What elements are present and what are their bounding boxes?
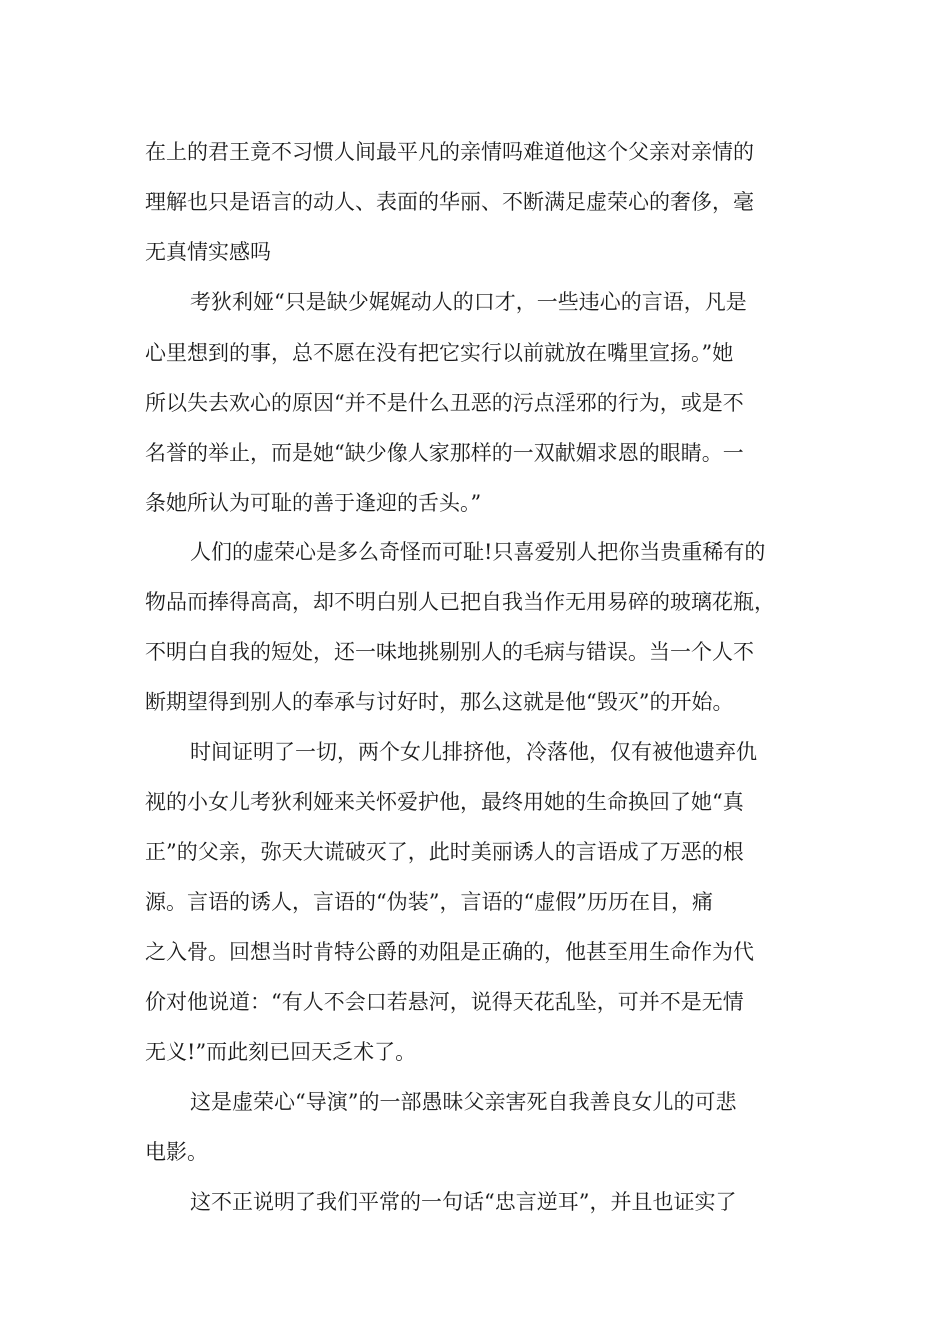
paragraph-start-line: 时间证明了一切，两个女儿排挤他，冷落他，仅有被他遗弃仇 — [190, 740, 757, 764]
text-line: 条她所认为可耻的善于逢迎的舌头。” — [145, 491, 482, 515]
text-line: 心里想到的事，总不愿在没有把它实行以前就放在嘴里宣扬。”她 — [145, 341, 734, 365]
text-line: 无义!”而此刻已回天乏术了。 — [145, 1040, 417, 1064]
paragraph-start-line: 考狄利娅“只是缺少娓娓动人的口才，一些违心的言语，凡是 — [190, 290, 747, 314]
paragraph-start-line: 人们的虚荣心是多么奇怪而可耻!只喜爱别人把你当贵重稀有的 — [190, 540, 766, 564]
paragraph-start-line: 这不正说明了我们平常的一句话“忠言逆耳”，并且也证实了 — [190, 1190, 737, 1214]
text-line: 电影。 — [145, 1140, 208, 1164]
text-line: 所以失去欢心的原因“并不是什么丑恶的污点淫邪的行为，或是不 — [145, 391, 744, 415]
text-line: 正”的父亲，弥天大谎破灭了，此时美丽诱人的言语成了万恶的根 — [145, 840, 744, 864]
text-line: 价对他说道：“有人不会口若悬河，说得天花乱坠，可并不是无情 — [145, 990, 744, 1014]
text-line: 之入骨。回想当时肯特公爵的劝阻是正确的，他甚至用生命作为代 — [145, 940, 754, 964]
text-line: 物品而捧得高高，却不明白别人已把自我当作无用易碎的玻璃花瓶， — [145, 590, 775, 614]
text-line: 无真情实感吗 — [145, 240, 271, 264]
text-line: 名誉的举止，而是她“缺少像人家那样的一双献媚求恩的眼睛。一 — [145, 441, 744, 465]
text-line: 断期望得到别人的奉承与讨好时，那么这就是他“毁灭”的开始。 — [145, 690, 734, 714]
text-line: 理解也只是语言的动人、表面的华丽、不断满足虚荣心的奢侈，毫 — [145, 190, 754, 214]
paragraph-start-line: 这是虚荣心“导演”的一部愚昧父亲害死自我善良女儿的可悲 — [190, 1090, 737, 1114]
text-line: 视的小女儿考狄利娅来关怀爱护他，最终用她的生命换回了她“真 — [145, 790, 744, 814]
text-line: 不明白自我的短处，还一味地挑剔别人的毛病与错误。当一个人不 — [145, 640, 754, 664]
text-line: 源。言语的诱人，言语的“伪装”，言语的“虚假”历历在目，痛 — [145, 890, 713, 914]
text-line: 在上的君王竟不习惯人间最平凡的亲情吗难道他这个父亲对亲情的 — [145, 140, 754, 164]
